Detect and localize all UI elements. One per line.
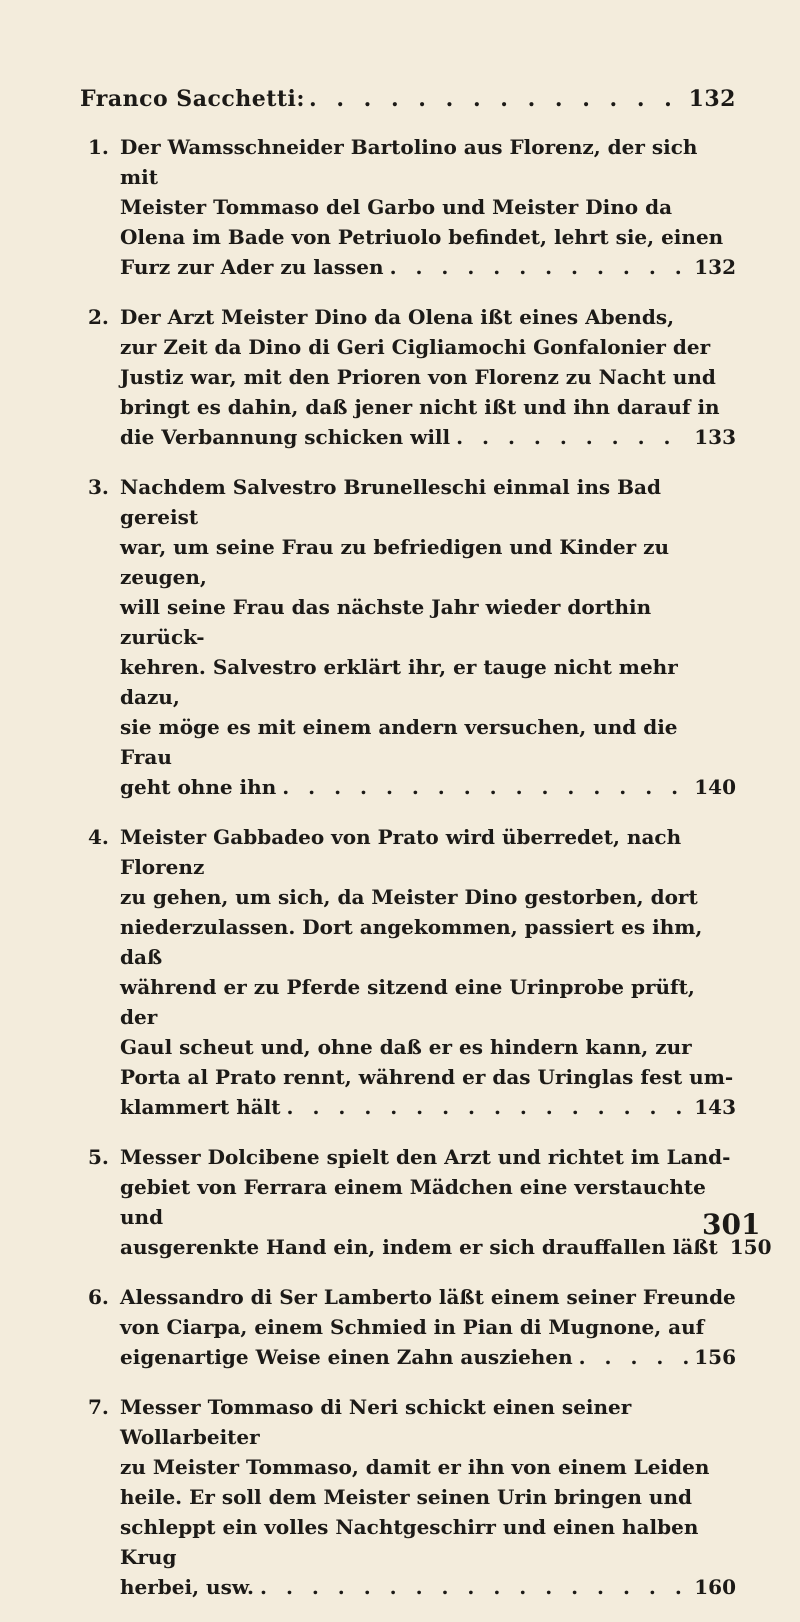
toc-entry: [88, 1142, 772, 1262]
entry-last-line: [120, 252, 736, 282]
entry-line: zu gehen, um sich, da Meister Dino gestorben, dort: [120, 885, 698, 909]
leader-dots: [260, 1572, 688, 1602]
entry-number: 6.: [88, 1285, 109, 1309]
entry-line: die Verbannung schicken will: [120, 425, 451, 449]
entry-line: herbei, usw.: [120, 1575, 255, 1599]
entry-line: Gaul scheut und, ohne daß er es hindern kann, zur: [120, 1035, 692, 1059]
leader-dots: [456, 422, 688, 452]
entry-line: Olena im Bade von Petriuolo befindet, lehrt sie, einen: [120, 225, 724, 249]
entry-line: Furz zur Ader zu lassen: [120, 255, 384, 279]
running-header: [80, 86, 736, 112]
entry-line: Meister Tommaso del Garbo und Meister Dino da: [120, 195, 673, 219]
entry-line: Alessandro di Ser Lamberto läßt einem seiner Freunde: [120, 1285, 736, 1309]
entry-line: während er zu Pferde sitzend eine Urinprobe prüft, der: [120, 975, 695, 1029]
entry-line: Messer Tommaso di Neri schickt einen seiner Wollarbeiter: [120, 1395, 632, 1449]
entry-line: Justiz war, mit den Prioren von Florenz zu Nacht und: [120, 365, 716, 389]
entry-line: ausgerenkte Hand ein, indem er sich drauffallen läßt: [120, 1235, 718, 1259]
entry-line: zur Zeit da Dino di Geri Cigliamochi Gonfalonier der: [120, 335, 711, 359]
folio-number: 301: [702, 1208, 761, 1241]
entry-number: 3.: [88, 475, 109, 499]
toc-entry: [88, 132, 736, 282]
entry-line: sie möge es mit einem andern versuchen, und die Frau: [120, 715, 678, 769]
leader-dots: [579, 1342, 689, 1372]
entry-line: bringt es dahin, daß jener nicht ißt und ihn darauf in: [120, 395, 720, 419]
entry-number: 1.: [88, 135, 109, 159]
entry-last-line: [120, 1092, 736, 1122]
entry-number: 2.: [88, 305, 109, 329]
entry-line: war, um seine Frau zu befriedigen und Kinder zu zeugen,: [120, 535, 669, 589]
entry-line: Porta al Prato rennt, während er das Uringlas fest um-: [120, 1065, 734, 1089]
entry-line: gebiet von Ferrara einem Mädchen eine verstauchte und: [120, 1175, 706, 1229]
entry-line: Der Arzt Meister Dino da Olena ißt eines Abends,: [120, 305, 675, 329]
entry-page-number: 160: [694, 1575, 736, 1599]
entry-number: 5.: [88, 1145, 109, 1169]
toc-entry: [88, 1282, 736, 1372]
entry-last-line: [120, 1232, 772, 1262]
entry-line: Messer Dolcibene spielt den Arzt und richtet im Land-: [120, 1145, 731, 1169]
entry-number: 4.: [88, 825, 109, 849]
entry-page-number: 140: [694, 775, 736, 799]
entry-last-line: [120, 1342, 736, 1372]
toc-entry: [88, 822, 736, 1122]
entry-line: will seine Frau das nächste Jahr wieder dorthin zurück-: [120, 595, 652, 649]
entry-page-number: 132: [694, 255, 736, 279]
leader-dots: [282, 772, 688, 802]
entry-last-line: [120, 772, 736, 802]
entry-line: schleppt ein volles Nachtgeschirr und einen halben Krug: [120, 1515, 699, 1569]
leader-dots: [287, 1092, 689, 1122]
entry-page-number: 143: [694, 1095, 736, 1119]
entry-page-number: 150: [729, 1235, 772, 1259]
toc-entry: [88, 472, 736, 802]
toc-entry: [88, 302, 736, 452]
entry-page-number: 156: [694, 1345, 736, 1369]
entry-line: von Ciarpa, einem Schmied in Pian di Mugnone, auf: [120, 1315, 705, 1339]
entry-number: 7.: [88, 1395, 109, 1419]
entry-line: eigenartige Weise einen Zahn ausziehen: [120, 1345, 573, 1369]
entry-page-number: 133: [694, 425, 736, 449]
table-of-contents: [88, 132, 772, 1622]
header-title: Franco Sacchetti:: [80, 86, 306, 112]
entry-line: kehren. Salvestro erklärt ihr, er tauge nicht mehr dazu,: [120, 655, 678, 709]
entry-line: klammert hält: [120, 1095, 281, 1119]
entry-last-line: [120, 422, 736, 452]
entry-line: Der Wamsschneider Bartolino aus Florenz, der sich mit: [120, 135, 698, 189]
entry-line: Nachdem Salvestro Brunelleschi einmal ins Bad gereist: [120, 475, 661, 529]
entry-last-line: [120, 1572, 736, 1602]
entry-line: heile. Er soll dem Meister seinen Urin bringen und: [120, 1485, 693, 1509]
header-leader-dots: [309, 86, 685, 112]
entry-line: Meister Gabbadeo von Prato wird überredet, nach Florenz: [120, 825, 682, 879]
toc-entry: [88, 1392, 736, 1602]
entry-line: geht ohne ihn: [120, 775, 277, 799]
entry-line: zu Meister Tommaso, damit er ihn von einem Leiden: [120, 1455, 710, 1479]
entry-line: niederzulassen. Dort angekommen, passiert es ihm, daß: [120, 915, 703, 969]
leader-dots: [390, 252, 689, 282]
header-page-number: 132: [688, 86, 736, 112]
